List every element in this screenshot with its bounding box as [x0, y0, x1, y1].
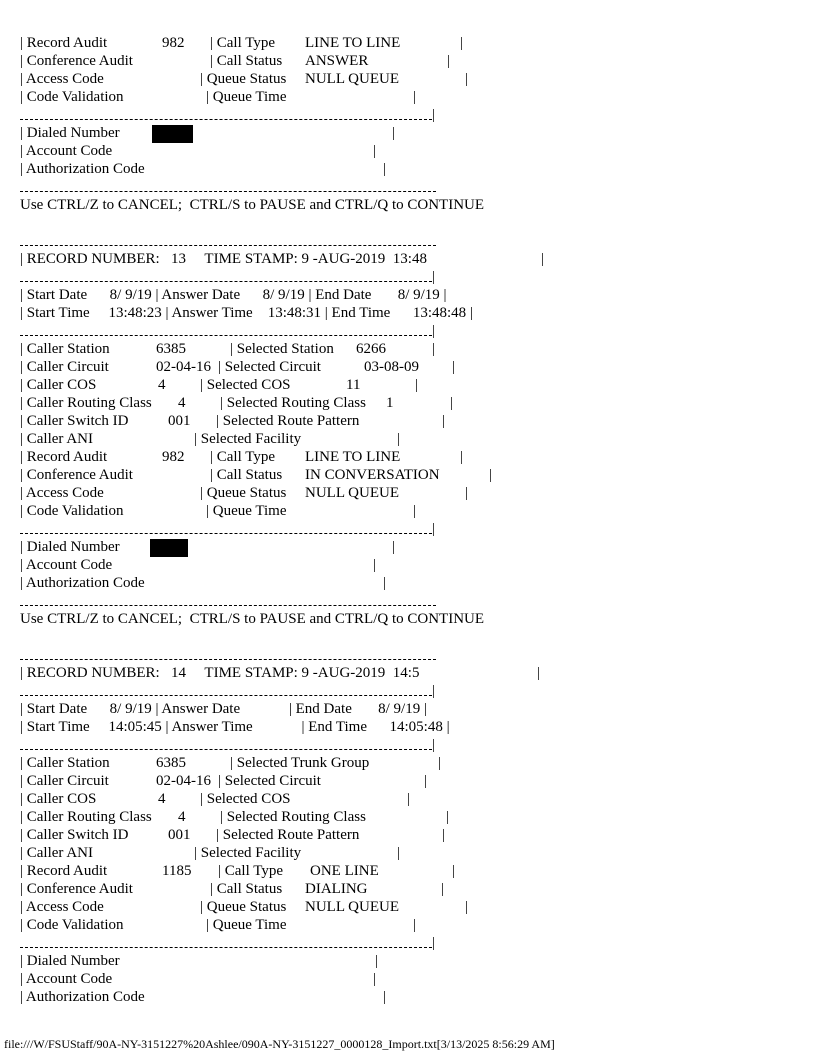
text-field: LINE TO LINE [305, 35, 401, 51]
text-field: | [460, 449, 464, 465]
text-field: | Dialed Number [20, 953, 120, 969]
text-field: | [373, 971, 377, 987]
record-13-auth-row [20, 574, 800, 592]
text-field: | [383, 989, 387, 1005]
text-field: | [432, 521, 436, 537]
text-field: | [442, 827, 446, 843]
text-field: | Caller COS [20, 791, 97, 807]
text-field: | Start Date 8/ 9/19 | Answer Date | End Date 8/ 9/19 | [20, 701, 427, 717]
text-field: | Record Audit [20, 863, 108, 879]
text-field: 6385 [156, 341, 186, 357]
text-field: | [432, 323, 436, 339]
record-13-station-row [20, 340, 800, 358]
record-14-validation-row [20, 916, 800, 934]
record-13-dates [20, 286, 800, 304]
text-field: | Queue Time [206, 917, 287, 933]
text-field: 001 [168, 413, 191, 429]
text-field: | Selected Routing Class [220, 395, 366, 411]
text-field: | Caller ANI [20, 845, 93, 861]
record-14-auth-row [20, 988, 800, 1006]
text-field: | Account Code [20, 971, 113, 987]
divider [20, 520, 800, 538]
text-field: | [413, 89, 417, 105]
text-field: | [373, 557, 377, 573]
text-field: 982 [162, 35, 185, 51]
text-field: | [407, 791, 411, 807]
text-field: 02-04-16 [156, 359, 211, 375]
text-field: | Selected Route Pattern [216, 827, 360, 843]
text-field: | [373, 143, 377, 159]
text-field: | Caller Circuit [20, 359, 109, 375]
text-field: | Dialed Number [20, 125, 120, 141]
text-field: | Code Validation [20, 503, 124, 519]
text-field: | Code Validation [20, 89, 124, 105]
text-field: | Caller Routing Class [20, 809, 152, 825]
code-validation-row [20, 88, 800, 106]
text-field: | Call Status [210, 467, 283, 483]
text-field: | [432, 737, 436, 753]
text-field: | Selected Routing Class [220, 809, 366, 825]
text-field: | RECORD NUMBER: 14 TIME STAMP: 9 -AUG-2019 14:5 [20, 665, 420, 681]
text-field: | [432, 935, 436, 951]
text-field: | [424, 773, 428, 789]
text-field: | [413, 917, 417, 933]
text-field: | Selected COS [200, 791, 291, 807]
text-field: | [375, 953, 379, 969]
record-13-switch-row [20, 412, 800, 430]
text-field: 11 [346, 377, 361, 393]
text-field: | [383, 575, 387, 591]
text-field: | Selected COS [200, 377, 291, 393]
text-field: | Authorization Code [20, 989, 145, 1005]
text-field: | Record Audit [20, 35, 108, 51]
text-field: 4 [178, 395, 186, 411]
text-field: | Caller Switch ID [20, 413, 129, 429]
text-field: | Caller Station [20, 755, 110, 771]
text-field: | [452, 359, 456, 375]
text-field: | RECORD NUMBER: 13 TIME STAMP: 9 -AUG-2019 13:48 [20, 251, 427, 267]
text-field: | Caller Station [20, 341, 110, 357]
text-field: Use CTRL/Z to CANCEL; CTRL/S to PAUSE and CTRL/Q to CONTINUE [20, 611, 485, 627]
text-field: | Access Code [20, 485, 104, 501]
record-14-dates [20, 700, 800, 718]
record-14-routing-row [20, 808, 800, 826]
record-13-status-row [20, 466, 800, 484]
record-14-status-row [20, 880, 800, 898]
text-field: | Conference Audit [20, 881, 133, 897]
conference-audit-row [20, 52, 800, 70]
text-field: | Queue Status [200, 71, 287, 87]
text-field: | Call Status [210, 53, 283, 69]
text-field: NULL QUEUE [305, 899, 400, 915]
text-field: | Selected Station [230, 341, 334, 357]
text-field: | Call Type [210, 35, 276, 51]
record-audit-row [20, 34, 800, 52]
record-14-times [20, 718, 800, 736]
text-field: | [432, 341, 436, 357]
text-field: 4 [158, 377, 166, 393]
text-field: | Account Code [20, 557, 113, 573]
record-14-cos-row [20, 790, 800, 808]
text-field: | [446, 809, 450, 825]
text-field: Use CTRL/Z to CANCEL; CTRL/S to PAUSE and CTRL/Q to CONTINUE [20, 197, 485, 213]
text-field: 02-04-16 [156, 773, 211, 789]
text-field: | Caller Switch ID [20, 827, 129, 843]
record-13-queue-row [20, 484, 800, 502]
text-field: | Caller COS [20, 377, 97, 393]
text-field: DIALING [305, 881, 368, 897]
cancel-notice [20, 196, 800, 214]
text-field: | Start Time 13:48:23 | Answer Time 13:48:31 | End Time 13:48:48 | [20, 305, 473, 321]
text-field: | Queue Status [200, 899, 287, 915]
divider [20, 178, 800, 196]
text-field: | [397, 845, 401, 861]
text-field: | Conference Audit [20, 53, 133, 69]
text-field: | [452, 863, 456, 879]
page-footer-url: file:///W/FSUStaff/90A-NY-3151227%20Ashlee/090A-NY-3151227_0000128_Import.txt[3/13/2025 8:56:29 AM] [4, 1037, 555, 1051]
cancel-notice [20, 610, 800, 628]
text-field: | [489, 467, 493, 483]
record-13-audit-row [20, 448, 800, 466]
text-field: | Account Code [20, 143, 113, 159]
text-field: 1185 [162, 863, 192, 879]
text-field: | [537, 665, 541, 681]
account-code-row [20, 142, 800, 160]
access-code-row [20, 70, 800, 88]
record-13-dialed-row [20, 538, 800, 556]
record-13-circuit-row [20, 358, 800, 376]
text-field: | Start Date 8/ 9/19 | Answer Date 8/ 9/19 | End Date 8/ 9/19 | [20, 287, 447, 303]
text-field: | [413, 503, 417, 519]
text-field: | Authorization Code [20, 575, 145, 591]
text-field: | Start Time 14:05:45 | Answer Time | End Time 14:05:48 | [20, 719, 450, 735]
text-field: NULL QUEUE [305, 485, 400, 501]
text-field: | [392, 125, 396, 141]
text-field: NULL QUEUE [305, 71, 400, 87]
record-14-header [20, 664, 800, 682]
text-field: | [392, 539, 396, 555]
text-field: | Access Code [20, 71, 104, 87]
record-14-circuit-row [20, 772, 800, 790]
divider [20, 232, 800, 250]
text-field: | Caller Circuit [20, 773, 109, 789]
record-13-routing-row [20, 394, 800, 412]
record-13-ani-row [20, 430, 800, 448]
text-field: | Caller Routing Class [20, 395, 152, 411]
text-field: | [450, 395, 454, 411]
record-13-cos-row [20, 376, 800, 394]
text-field: 4 [158, 791, 166, 807]
record-13-header [20, 250, 800, 268]
text-field: | Queue Time [206, 89, 287, 105]
divider [20, 592, 800, 610]
text-field: | [442, 413, 446, 429]
record-14-dialed-row [20, 952, 800, 970]
divider [20, 322, 800, 340]
record-13-account-row [20, 556, 800, 574]
text-field: | Access Code [20, 899, 104, 915]
text-field: | [465, 71, 469, 87]
text-document [20, 34, 800, 1006]
text-field: 982 [162, 449, 185, 465]
text-field: | [465, 485, 469, 501]
text-field: | Conference Audit [20, 467, 133, 483]
text-field: | [460, 35, 464, 51]
record-13-times [20, 304, 800, 322]
dialed-number-row [20, 124, 800, 142]
text-field: | Call Status [210, 881, 283, 897]
text-field: LINE TO LINE [305, 449, 401, 465]
record-14-station-row [20, 754, 800, 772]
text-field: | Selected Facility [194, 431, 302, 447]
redaction-box [150, 539, 188, 557]
text-field: | Call Type [218, 863, 284, 879]
record-14-switch-row [20, 826, 800, 844]
text-field: | [438, 755, 442, 771]
divider [20, 106, 800, 124]
text-field: | Selected Facility [194, 845, 302, 861]
text-field: | [441, 881, 445, 897]
text-field: | Selected Circuit [218, 359, 321, 375]
text-field: | Selected Trunk Group [230, 755, 370, 771]
text-field: | Selected Route Pattern [216, 413, 360, 429]
text-field: | Authorization Code [20, 161, 145, 177]
divider [20, 646, 800, 664]
authorization-code-row [20, 160, 800, 178]
text-field: 1 [386, 395, 394, 411]
text-field: | Queue Time [206, 503, 287, 519]
record-14-audit-row [20, 862, 800, 880]
text-field: 03-08-09 [364, 359, 419, 375]
text-field: 001 [168, 827, 191, 843]
redaction-box [152, 125, 193, 143]
text-field: | [432, 107, 436, 123]
text-field: 6385 [156, 755, 186, 771]
divider [20, 268, 800, 286]
text-field: | [432, 269, 436, 285]
text-field: ANSWER [305, 53, 369, 69]
text-field: | Queue Status [200, 485, 287, 501]
text-field: | Caller ANI [20, 431, 93, 447]
divider [20, 934, 800, 952]
record-14-queue-row [20, 898, 800, 916]
text-field: 6266 [356, 341, 386, 357]
divider [20, 736, 800, 754]
text-field: 4 [178, 809, 186, 825]
text-field: | Selected Circuit [218, 773, 321, 789]
text-field: IN CONVERSATION [305, 467, 440, 483]
record-14-ani-row [20, 844, 800, 862]
text-field: | [415, 377, 419, 393]
text-field: | [465, 899, 469, 915]
record-14-account-row [20, 970, 800, 988]
text-field: | Code Validation [20, 917, 124, 933]
text-field: | [432, 683, 436, 699]
text-field: | [447, 53, 451, 69]
text-field: | Call Type [210, 449, 276, 465]
text-field: | [541, 251, 545, 267]
record-13-validation-row [20, 502, 800, 520]
text-field: | Dialed Number [20, 539, 120, 555]
divider [20, 682, 800, 700]
text-field: | [397, 431, 401, 447]
text-field: | Record Audit [20, 449, 108, 465]
text-field: ONE LINE [310, 863, 379, 879]
text-field: | [383, 161, 387, 177]
